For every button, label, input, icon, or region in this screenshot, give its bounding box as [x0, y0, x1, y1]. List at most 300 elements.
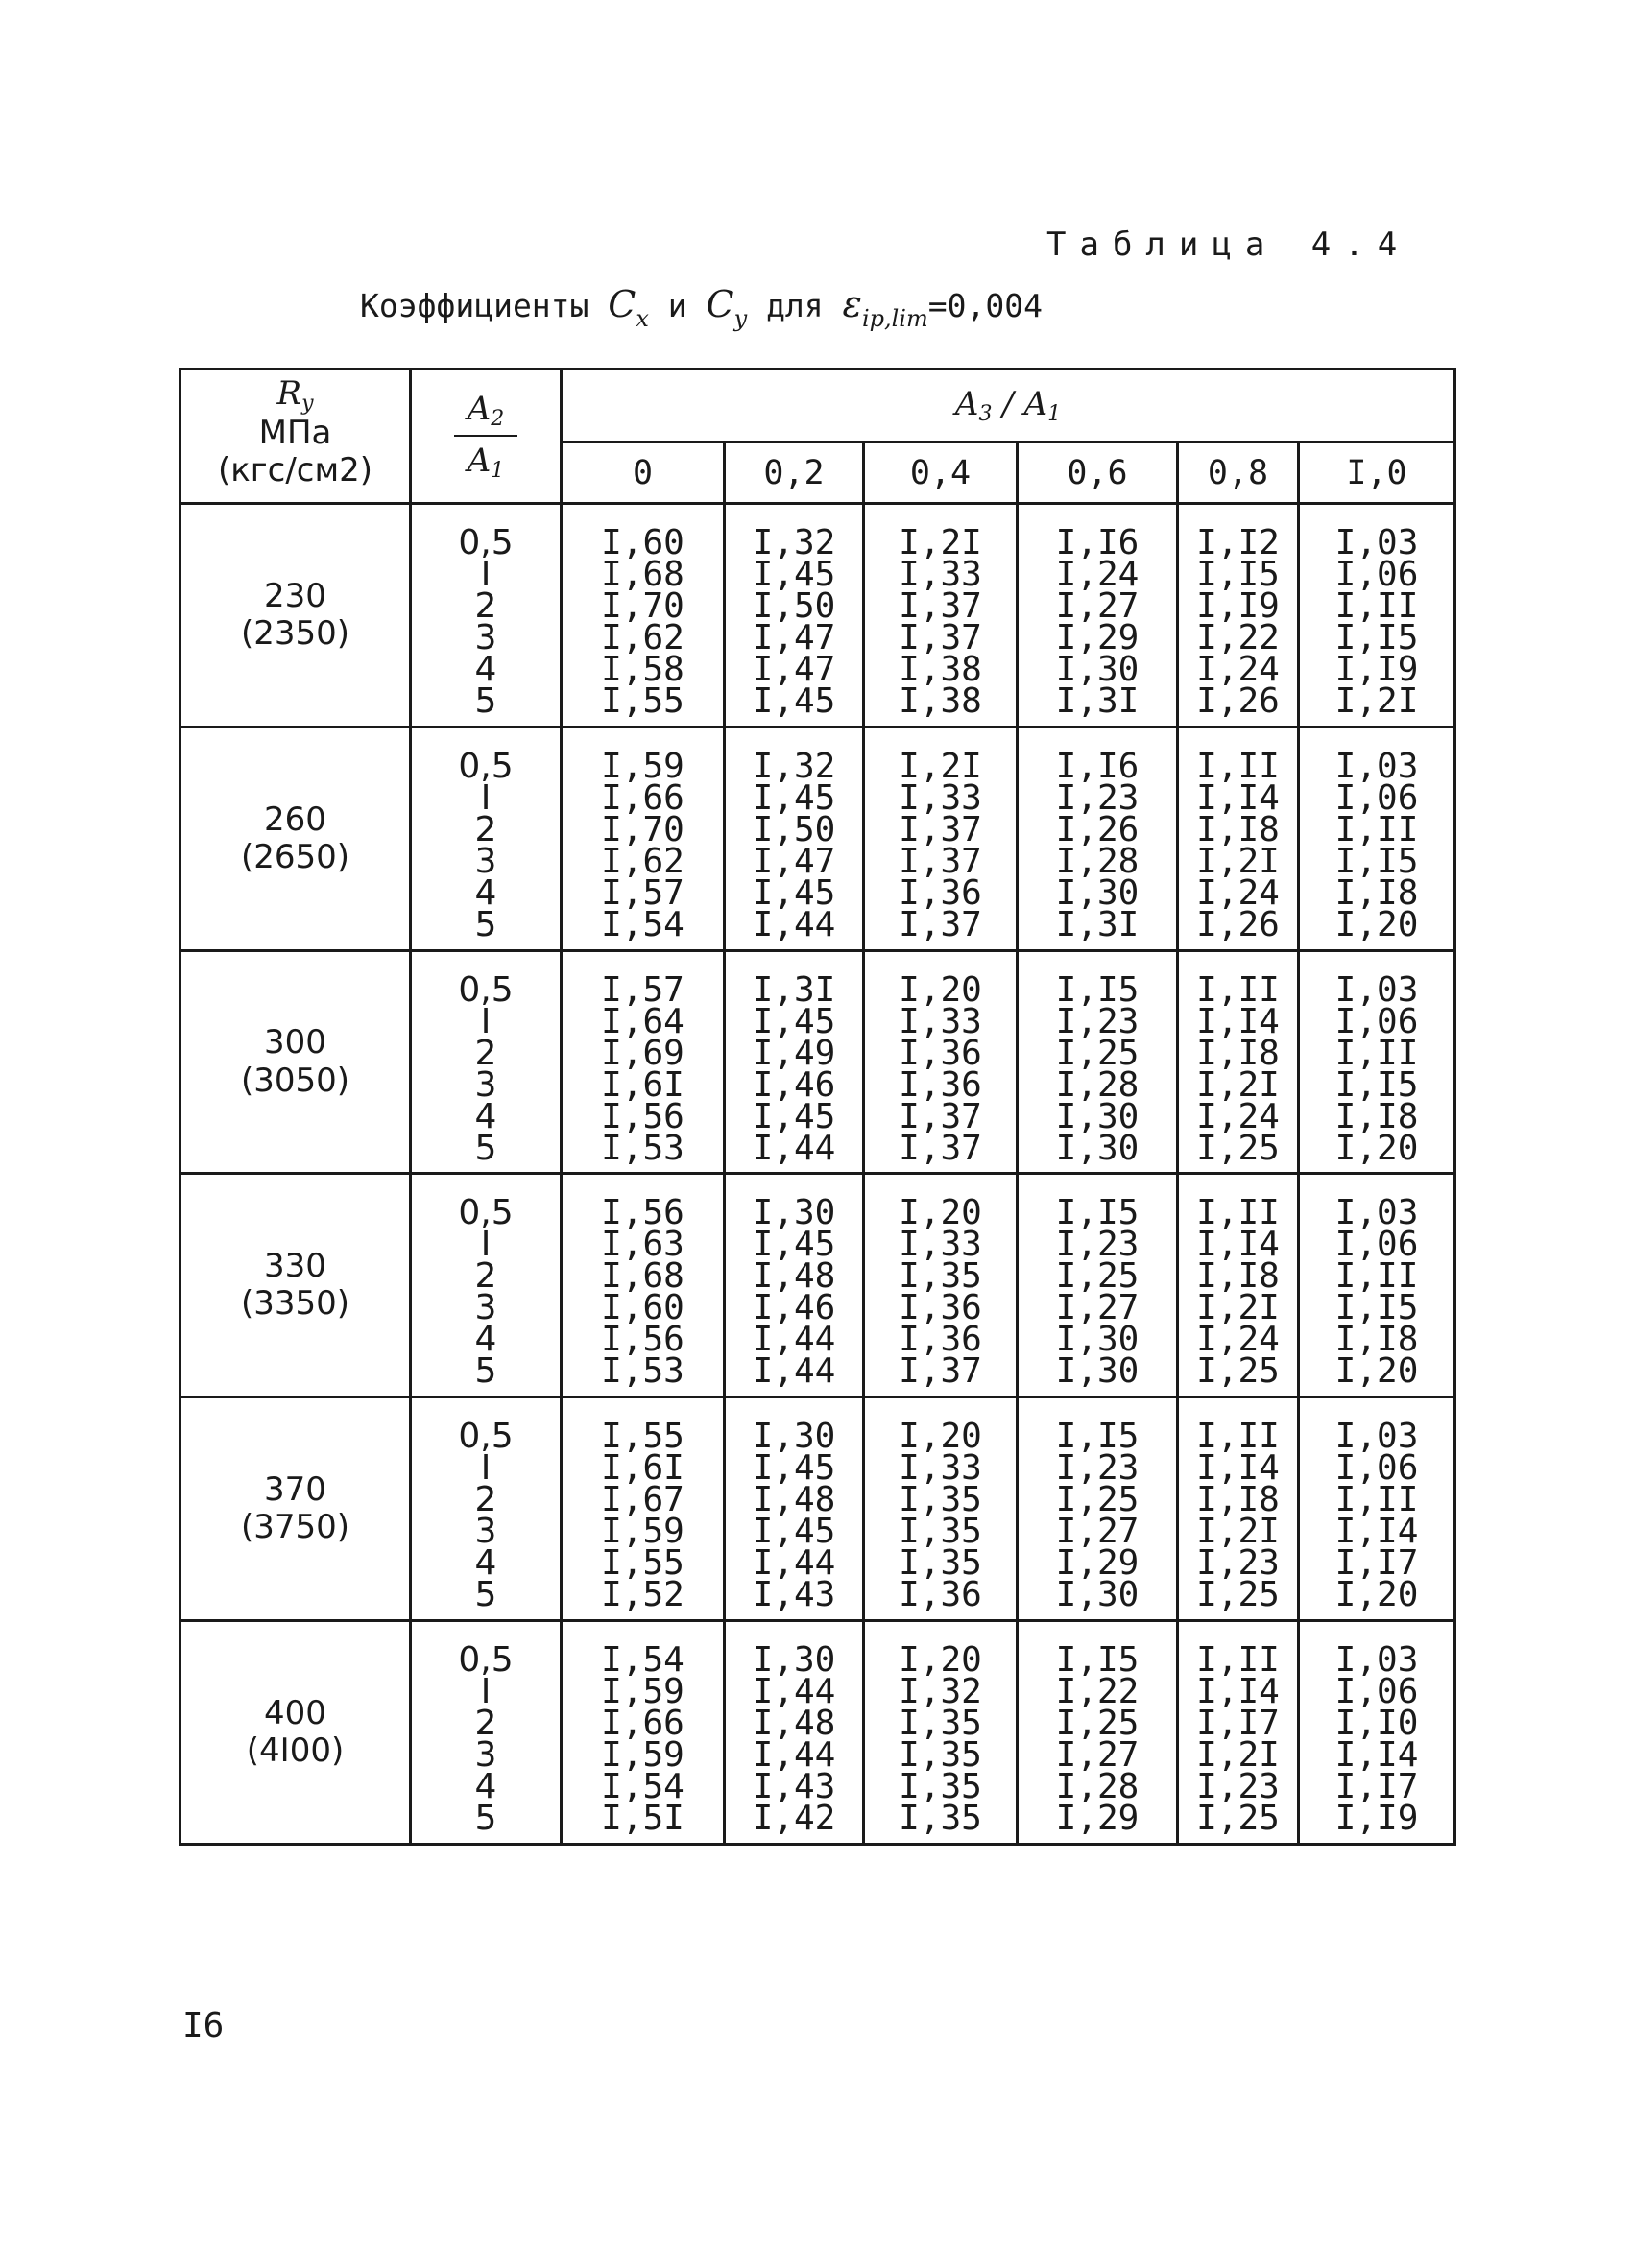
column-header: 0,4	[864, 442, 1018, 504]
ratio-value: 3	[474, 841, 497, 881]
ratio-value: 3	[474, 618, 497, 657]
coefficient-cell	[1178, 1621, 1299, 1845]
coefficient-cell	[562, 504, 725, 728]
ratio-value: 4	[474, 650, 497, 689]
coefficient-value: I,I6	[1055, 523, 1140, 562]
coefficient-value: I,I5	[1196, 555, 1280, 594]
ratio-value: 3	[474, 1288, 497, 1328]
coefficient-value: I,59	[601, 746, 684, 786]
ratio-value: 3	[474, 1512, 497, 1552]
coefficient-value: I,20	[1334, 1575, 1419, 1615]
coefficient-value: I,30	[1055, 1575, 1140, 1615]
ry-value: 370	[264, 1470, 326, 1510]
coefficient-cell	[1018, 1397, 1178, 1621]
coefficient-value: I,24	[1196, 1096, 1280, 1136]
coefficient-value: I,55	[601, 681, 684, 721]
ry-symbol: R	[276, 374, 302, 413]
coefficient-cell	[1018, 504, 1178, 728]
a3-subscript: 3	[978, 402, 993, 426]
coefficient-value: I,47	[752, 650, 836, 689]
coefficient-value: I,48	[752, 1704, 836, 1744]
coefficient-value: I,I8	[1196, 1033, 1280, 1073]
coefficient-value: I,38	[899, 650, 982, 689]
coefficient-value: I,50	[752, 809, 836, 849]
coefficient-value: I,62	[601, 841, 684, 881]
coefficient-value: I,32	[752, 523, 836, 562]
coefficient-value: I,29	[1055, 1543, 1140, 1584]
coefficient-value: I,70	[601, 809, 684, 849]
coefficient-value: I,27	[1055, 1512, 1140, 1552]
a1-subscript: 1	[491, 458, 505, 483]
coefficient-value: I,33	[899, 555, 982, 594]
coefficient-cell	[1299, 727, 1455, 950]
ratio-cell	[411, 1397, 562, 1621]
coefficient-value: I,36	[899, 1288, 982, 1328]
coefficient-cell	[864, 504, 1018, 728]
coefficient-value: I,57	[601, 872, 684, 913]
coefficient-value: I,I8	[1196, 1256, 1280, 1297]
a2-symbol: A	[467, 390, 492, 429]
caption-and: и	[667, 287, 687, 324]
caption-value: =0,004	[927, 287, 1043, 324]
coefficient-value: I,I4	[1196, 1225, 1280, 1265]
coefficient-cell	[864, 1397, 1018, 1621]
table-number: Таблица 4.4	[1046, 226, 1411, 264]
coefficient-value: I,24	[1196, 650, 1280, 689]
coefficient-value: I,25	[1055, 1256, 1140, 1297]
coefficient-value: I,37	[899, 1096, 982, 1136]
coefficient-value: I,45	[752, 1225, 836, 1265]
coefficient-value: I,36	[899, 1033, 982, 1073]
coefficient-cell	[562, 1397, 725, 1621]
coefficient-value: I,26	[1055, 809, 1140, 849]
coefficient-cell	[1018, 1174, 1178, 1397]
coefficient-value: I,35	[899, 1480, 982, 1520]
coefficient-value: I,60	[601, 523, 684, 562]
ry-subscript: y	[301, 392, 314, 416]
coefficient-cell	[562, 1174, 725, 1397]
coefficient-value: I,25	[1055, 1480, 1140, 1520]
coefficient-value: I,II	[1196, 746, 1280, 786]
ratio-value: 4	[474, 872, 497, 913]
coefficient-value: I,30	[1055, 1320, 1140, 1360]
header-ry	[180, 370, 411, 504]
caption-epsilon-subscript: ip,lim	[861, 305, 928, 332]
ratio-value: 3	[474, 1735, 497, 1776]
coefficient-cell	[864, 727, 1018, 950]
coefficient-value: I,68	[601, 555, 684, 594]
caption-cx-subscript: x	[636, 305, 649, 332]
coefficient-value: I,50	[752, 586, 836, 626]
coefficient-value: I,I9	[1334, 650, 1419, 689]
ry-kgf-value: (4I00)	[246, 1731, 345, 1771]
coefficient-value: I,2I	[1334, 681, 1419, 721]
coefficient-value: I,37	[899, 618, 982, 657]
coefficient-value: I,27	[1055, 1735, 1140, 1776]
coefficient-value: I,44	[752, 904, 836, 944]
coefficient-value: I,30	[752, 1640, 836, 1681]
coefficient-value: I,58	[601, 650, 684, 689]
coefficient-value: I,I9	[1196, 586, 1280, 626]
coefficient-value: I,44	[752, 1128, 836, 1168]
coefficient-value: I,46	[752, 1064, 836, 1105]
ry-cell	[180, 1397, 411, 1621]
coefficient-value: I,37	[899, 1128, 982, 1168]
coefficient-value: I,I2	[1196, 523, 1280, 562]
column-header: 0,6	[1018, 442, 1178, 504]
coefficient-value: I,69	[601, 1033, 684, 1073]
coefficient-value: I,25	[1196, 1128, 1280, 1168]
coefficient-value: I,6I	[601, 1448, 684, 1489]
caption-cy-symbol: C	[706, 283, 734, 325]
coefficient-value: I,II	[1334, 1480, 1419, 1520]
coefficient-cell	[562, 1621, 725, 1845]
coefficient-value: I,44	[752, 1735, 836, 1776]
caption-epsilon-symbol: ε	[842, 283, 862, 325]
coefficient-value: I,20	[1334, 904, 1419, 944]
coefficient-cell	[1178, 504, 1299, 728]
ratio-value: 0,5	[458, 523, 514, 562]
coefficient-value: I,03	[1334, 969, 1419, 1010]
coefficient-value: I,3I	[1055, 681, 1140, 721]
coefficient-value: I,60	[601, 1288, 684, 1328]
ry-kgf-value: (3050)	[240, 1061, 350, 1100]
coefficient-value: I,54	[601, 1640, 684, 1681]
ratio-value: I	[480, 1225, 492, 1265]
coefficient-cell	[725, 1397, 864, 1621]
coefficient-value: I,23	[1055, 1225, 1140, 1265]
ratio-value: 5	[474, 1575, 497, 1615]
coefficient-cell	[1299, 950, 1455, 1174]
coefficient-value: I,06	[1334, 555, 1419, 594]
coefficient-value: I,2I	[899, 523, 982, 562]
coefficient-value: I,I7	[1334, 1767, 1419, 1807]
coefficient-value: I,II	[1196, 1417, 1280, 1457]
coefficient-value: I,33	[899, 1225, 982, 1265]
coefficient-value: I,2I	[1196, 1735, 1280, 1776]
ry-cell	[180, 1174, 411, 1397]
coefficient-value: I,06	[1334, 1672, 1419, 1712]
coefficient-value: I,I8	[1334, 872, 1419, 913]
coefficient-value: I,59	[601, 1512, 684, 1552]
coefficient-value: I,35	[899, 1543, 982, 1584]
coefficient-value: I,03	[1334, 1417, 1419, 1457]
coefficient-value: I,30	[752, 1417, 836, 1457]
coefficient-value: I,I8	[1196, 1480, 1280, 1520]
coefficient-value: I,06	[1334, 1225, 1419, 1265]
coefficient-value: I,6I	[601, 1064, 684, 1105]
coefficient-value: I,29	[1055, 618, 1140, 657]
coefficient-value: I,25	[1055, 1033, 1140, 1073]
ratio-value: 2	[474, 809, 497, 849]
column-header: 0,2	[725, 442, 864, 504]
column-header: 0,8	[1178, 442, 1299, 504]
coefficient-value: I,I5	[1334, 1288, 1419, 1328]
coefficient-value: I,24	[1196, 872, 1280, 913]
coefficient-cell	[864, 950, 1018, 1174]
coefficient-value: I,28	[1055, 1064, 1140, 1105]
coefficient-value: I,I7	[1334, 1543, 1419, 1584]
table-row	[180, 950, 1455, 1174]
coefficient-value: I,56	[601, 1096, 684, 1136]
coefficient-value: I,II	[1196, 1193, 1280, 1233]
ry-cell	[180, 504, 411, 728]
coefficient-value: I,22	[1196, 618, 1280, 657]
coefficient-value: I,30	[1055, 1128, 1140, 1168]
coefficient-value: I,II	[1334, 809, 1419, 849]
coefficient-value: I,I5	[1334, 1064, 1419, 1105]
coefficient-value: I,59	[601, 1735, 684, 1776]
coefficient-value: I,I5	[1055, 1640, 1140, 1681]
coefficient-value: I,28	[1055, 841, 1140, 881]
coefficient-value: I,28	[1055, 1767, 1140, 1807]
ratio-value: 2	[474, 1033, 497, 1073]
coefficient-cell	[1299, 1621, 1455, 1845]
coefficient-value: I,55	[601, 1417, 684, 1457]
ratio-cell	[411, 504, 562, 728]
coefficient-table	[179, 368, 1456, 1846]
coefficient-value: I,32	[752, 746, 836, 786]
caption-cx-symbol: C	[608, 283, 636, 325]
caption-prefix: Коэффициенты	[360, 287, 589, 324]
coefficient-cell	[1299, 1174, 1455, 1397]
coefficient-value: I,37	[899, 841, 982, 881]
coefficient-value: I,II	[1196, 1640, 1280, 1681]
coefficient-value: I,I4	[1196, 1448, 1280, 1489]
coefficient-value: I,46	[752, 1288, 836, 1328]
coefficient-value: I,37	[899, 586, 982, 626]
coefficient-cell	[864, 1174, 1018, 1397]
coefficient-value: I,03	[1334, 1640, 1419, 1681]
coefficient-value: I,23	[1055, 1448, 1140, 1489]
coefficient-value: I,44	[752, 1351, 836, 1392]
ratio-value: 5	[474, 1128, 497, 1168]
ry-kgf-value: (2350)	[240, 613, 350, 653]
coefficient-value: I,26	[1196, 681, 1280, 721]
ratio-value: 0,5	[458, 969, 514, 1010]
coefficient-value: I,I0	[1334, 1704, 1419, 1744]
coefficient-value: I,36	[899, 872, 982, 913]
coefficient-value: I,06	[1334, 1001, 1419, 1041]
coefficient-value: I,38	[899, 681, 982, 721]
coefficient-value: I,52	[601, 1575, 684, 1615]
coefficient-value: I,43	[752, 1767, 836, 1807]
coefficient-value: I,35	[899, 1735, 982, 1776]
coefficient-value: I,26	[1196, 904, 1280, 944]
ratio-value: 0,5	[458, 1417, 514, 1457]
coefficient-value: I,I4	[1334, 1512, 1419, 1552]
ratio-value: 5	[474, 904, 497, 944]
coefficient-value: I,I8	[1334, 1096, 1419, 1136]
coefficient-value: I,70	[601, 586, 684, 626]
coefficient-value: I,33	[899, 777, 982, 818]
ry-value: 260	[264, 800, 326, 839]
coefficient-value: I,30	[1055, 1096, 1140, 1136]
coefficient-cell	[562, 950, 725, 1174]
column-header: 0	[562, 442, 725, 504]
coefficient-value: I,43	[752, 1575, 836, 1615]
ratio-value: 2	[474, 1704, 497, 1744]
coefficient-cell	[725, 727, 864, 950]
ry-value: 400	[264, 1693, 326, 1732]
coefficient-cell	[1018, 727, 1178, 950]
coefficient-value: I,45	[752, 555, 836, 594]
coefficient-value: I,63	[601, 1225, 684, 1265]
ratio-value: 4	[474, 1096, 497, 1136]
coefficient-cell	[1299, 1397, 1455, 1621]
coefficient-cell	[1018, 950, 1178, 1174]
ratio-cell	[411, 1621, 562, 1845]
coefficient-value: I,II	[1334, 1033, 1419, 1073]
caption-cy-subscript: y	[733, 305, 748, 332]
coefficient-value: I,45	[752, 1512, 836, 1552]
coefficient-value: I,20	[899, 1640, 982, 1681]
coefficient-value: I,03	[1334, 1193, 1419, 1233]
coefficient-cell	[562, 727, 725, 950]
ratio-value: 0,5	[458, 746, 514, 786]
coefficient-value: I,03	[1334, 746, 1419, 786]
coefficient-value: I,06	[1334, 777, 1419, 818]
coefficient-value: I,68	[601, 1256, 684, 1297]
coefficient-value: I,44	[752, 1543, 836, 1584]
header-a2-a1	[411, 370, 562, 504]
slash: /	[992, 385, 1024, 423]
coefficient-value: I,27	[1055, 1288, 1140, 1328]
coefficient-value: I,59	[601, 1672, 684, 1712]
coefficient-value: I,23	[1196, 1543, 1280, 1584]
coefficient-value: I,25	[1055, 1704, 1140, 1744]
coefficient-value: I,24	[1196, 1320, 1280, 1360]
ratio-value: I	[480, 777, 492, 818]
ratio-value: 4	[474, 1320, 497, 1360]
ratio-value: I	[480, 1448, 492, 1489]
coefficient-value: I,30	[1055, 872, 1140, 913]
table-row	[180, 504, 1455, 728]
coefficient-value: I,36	[899, 1064, 982, 1105]
coefficient-cell	[1178, 727, 1299, 950]
coefficient-value: I,47	[752, 618, 836, 657]
header-a3-a1	[562, 370, 1455, 442]
ratio-value: 4	[474, 1543, 497, 1584]
coefficient-value: I,20	[899, 1193, 982, 1233]
coefficient-value: I,44	[752, 1672, 836, 1712]
coefficient-value: I,67	[601, 1480, 684, 1520]
coefficient-value: I,3I	[752, 969, 836, 1010]
coefficient-value: I,I4	[1334, 1735, 1419, 1776]
coefficient-cell	[864, 1621, 1018, 1845]
coefficient-value: I,45	[752, 777, 836, 818]
coefficient-value: I,2I	[899, 746, 982, 786]
coefficient-value: I,30	[1055, 1351, 1140, 1392]
coefficient-value: I,24	[1055, 555, 1140, 594]
coefficient-value: I,I7	[1196, 1704, 1280, 1744]
coefficient-value: I,I5	[1334, 841, 1419, 881]
coefficient-cell	[725, 1621, 864, 1845]
coefficient-value: I,35	[899, 1767, 982, 1807]
coefficient-value: I,53	[601, 1128, 684, 1168]
coefficient-cell	[1018, 1621, 1178, 1845]
coefficient-value: I,2I	[1196, 1512, 1280, 1552]
coefficient-value: I,47	[752, 841, 836, 881]
ry-unit-alt: (кгс/см2)	[217, 451, 373, 490]
coefficient-value: I,54	[601, 1767, 684, 1807]
coefficient-value: I,I5	[1334, 618, 1419, 657]
coefficient-value: I,25	[1196, 1799, 1280, 1839]
coefficient-cell	[1178, 950, 1299, 1174]
coefficient-value: I,45	[752, 1096, 836, 1136]
coefficient-value: I,54	[601, 904, 684, 944]
coefficient-value: I,I4	[1196, 777, 1280, 818]
coefficient-value: I,36	[899, 1575, 982, 1615]
table-row	[180, 727, 1455, 950]
coefficient-value: I,49	[752, 1033, 836, 1073]
coefficient-value: I,48	[752, 1256, 836, 1297]
coefficient-value: I,37	[899, 809, 982, 849]
coefficient-value: I,03	[1334, 523, 1419, 562]
coefficient-value: I,66	[601, 777, 684, 818]
caption-for: для	[766, 287, 824, 324]
ratio-cell	[411, 950, 562, 1174]
coefficient-value: I,25	[1196, 1575, 1280, 1615]
coefficient-cell	[1178, 1174, 1299, 1397]
table-caption	[360, 283, 1043, 332]
coefficient-value: I,45	[752, 681, 836, 721]
a2-subscript: 2	[491, 407, 505, 432]
coefficient-value: I,56	[601, 1193, 684, 1233]
ry-kgf-value: (2650)	[240, 837, 350, 876]
coefficient-value: I,35	[899, 1256, 982, 1297]
coefficient-value: I,35	[899, 1512, 982, 1552]
coefficient-cell	[725, 504, 864, 728]
coefficient-value: I,57	[601, 969, 684, 1010]
table-row	[180, 1397, 1455, 1621]
ry-kgf-value: (3750)	[240, 1508, 350, 1547]
ratio-value: 2	[474, 1480, 497, 1520]
table-row	[180, 1621, 1455, 1845]
a3-symbol: A	[954, 385, 979, 423]
coefficient-value: I,3I	[1055, 904, 1140, 944]
coefficient-cell	[725, 1174, 864, 1397]
coefficient-value: I,29	[1055, 1799, 1140, 1839]
ry-value: 300	[264, 1023, 326, 1062]
ratio-value: I	[480, 1001, 492, 1041]
coefficient-value: I,2I	[1196, 1288, 1280, 1328]
coefficient-value: I,I9	[1334, 1799, 1419, 1839]
coefficient-value: I,I5	[1055, 1417, 1140, 1457]
ry-value: 230	[264, 576, 326, 615]
coefficient-value: I,20	[899, 969, 982, 1010]
coefficient-value: I,30	[1055, 650, 1140, 689]
coefficient-value: I,37	[899, 1351, 982, 1392]
ratio-value: 5	[474, 1351, 497, 1392]
coefficient-value: I,56	[601, 1320, 684, 1360]
ratio-cell	[411, 727, 562, 950]
coefficient-value: I,I8	[1334, 1320, 1419, 1360]
coefficient-value: I,32	[899, 1672, 982, 1712]
coefficient-value: I,II	[1334, 586, 1419, 626]
coefficient-value: I,33	[899, 1001, 982, 1041]
page-number: I6	[182, 2006, 225, 2045]
coefficient-value: I,I4	[1196, 1672, 1280, 1712]
coefficient-value: I,66	[601, 1704, 684, 1744]
coefficient-value: I,45	[752, 872, 836, 913]
ratio-value: 2	[474, 1256, 497, 1297]
coefficient-value: I,35	[899, 1799, 982, 1839]
a1-denominator-subscript: 1	[1047, 402, 1062, 426]
coefficient-value: I,42	[752, 1799, 836, 1839]
coefficient-value: I,64	[601, 1001, 684, 1041]
ratio-value: 5	[474, 681, 497, 721]
